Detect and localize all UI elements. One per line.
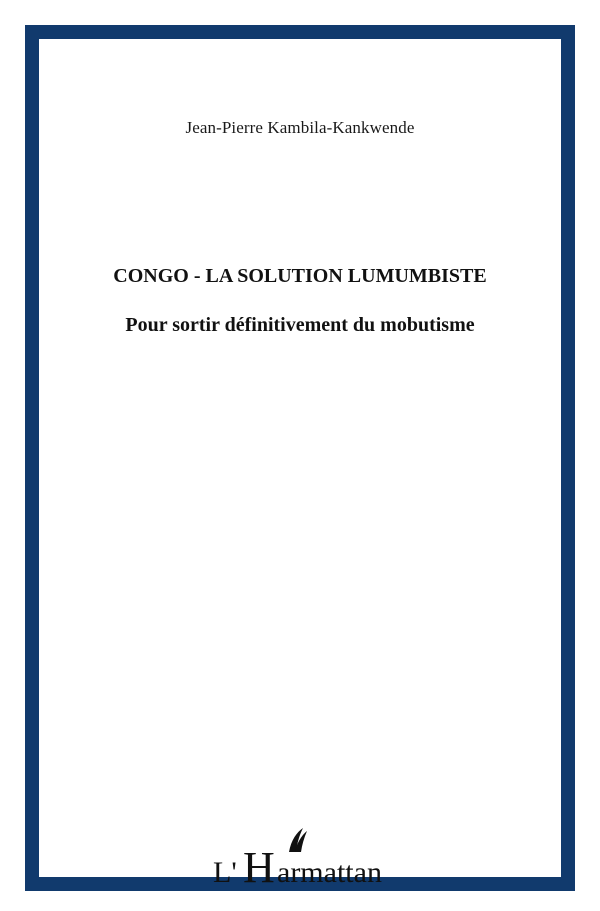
book-subtitle: Pour sortir définitivement du mobutisme <box>125 314 475 336</box>
publisher-logo <box>211 822 391 886</box>
cover-border-frame <box>25 25 575 891</box>
publisher-logo-icon <box>211 822 391 886</box>
author-name: Jean-Pierre Kambila-Kankwende <box>185 118 415 137</box>
logo-lettering-rest: armattan <box>277 856 382 886</box>
logo-lettering: L' <box>213 856 237 886</box>
book-title: CONGO - LA SOLUTION LUMUMBISTE <box>113 265 487 287</box>
logo-capital-h: H <box>243 843 275 886</box>
